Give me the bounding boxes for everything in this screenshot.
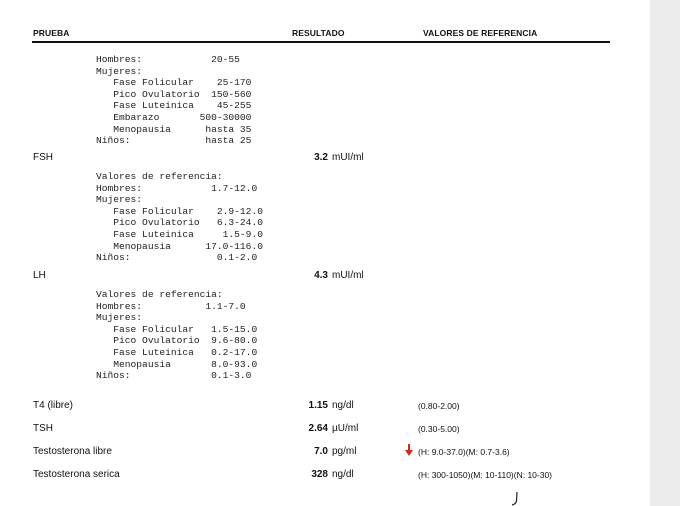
reference-range: (H: 300-1050)(M: 10-110)(N: 10-30) — [418, 470, 553, 480]
result-row-t4 — [0, 400, 650, 414]
reference-range: (0.80-2.00) — [418, 401, 460, 411]
test-unit: ng/dl — [332, 400, 354, 411]
column-header-result: RESULTADO — [292, 28, 345, 38]
test-value: 3.2 — [314, 152, 328, 163]
previous-test-reference-values: Hombres: 20-55 Mujeres: Fase Folicular 25-170 Pico Ovulatorio 150-560 Fase Luteinica 45-255 Embarazo 500-30000 Menopausia hasta 35 Niños: hasta 25 — [96, 54, 252, 147]
result-row-serum-testosterone — [0, 469, 650, 483]
column-header-reference: VALORES DE REFERENCIA — [423, 28, 538, 38]
test-value: 2.64 — [308, 423, 328, 434]
result-row-tsh — [0, 423, 650, 437]
test-unit: pg/ml — [332, 446, 357, 457]
test-value: 1.15 — [308, 400, 328, 411]
test-unit: µU/ml — [332, 423, 359, 434]
test-unit: ng/dl — [332, 469, 354, 480]
viewer-side-gutter — [650, 0, 680, 506]
test-name: Testosterona libre — [33, 446, 112, 457]
test-value: 7.0 — [314, 446, 328, 457]
test-name: T4 (libre) — [33, 400, 74, 411]
test-name: FSH — [33, 152, 53, 163]
reference-range: (H: 9.0-37.0)(M: 0.7-3.6) — [418, 447, 510, 457]
result-row-lh — [0, 270, 650, 284]
reference-range: (0.30-5.00) — [418, 424, 460, 434]
test-unit: mUI/ml — [332, 152, 364, 163]
test-name: TSH — [33, 423, 53, 434]
test-unit: mUI/ml — [332, 270, 364, 281]
handwritten-mark — [510, 491, 520, 506]
result-row-fsh — [0, 152, 650, 166]
test-name: Testosterona serica — [33, 469, 120, 480]
header-divider — [32, 41, 610, 43]
test-value: 4.3 — [314, 270, 328, 281]
test-name: LH — [33, 270, 46, 281]
test-value: 328 — [311, 469, 328, 480]
fsh-reference-values: Valores de referencia: Hombres: 1.7-12.0 Mujeres: Fase Folicular 2.9-12.0 Pico Ovulatorio 6.3-24.0 Fase Luteinica 1.5-9.0 Menopausia 17.0-116.0 Niños: 0.1-2.0 — [96, 171, 263, 264]
result-row-free-testosterone — [0, 446, 650, 460]
column-header-test: PRUEBA — [33, 28, 70, 38]
lh-reference-values: Valores de referencia: Hombres: 1.1-7.0 Mujeres: Fase Folicular 1.5-15.0 Pico Ovulatorio 9.6-80.0 Fase Luteinica 0.2-17.0 Menopausia 8.0-93.0 Niños: 0.1-3.0 — [96, 289, 258, 382]
low-flag-arrow-icon — [405, 444, 413, 456]
